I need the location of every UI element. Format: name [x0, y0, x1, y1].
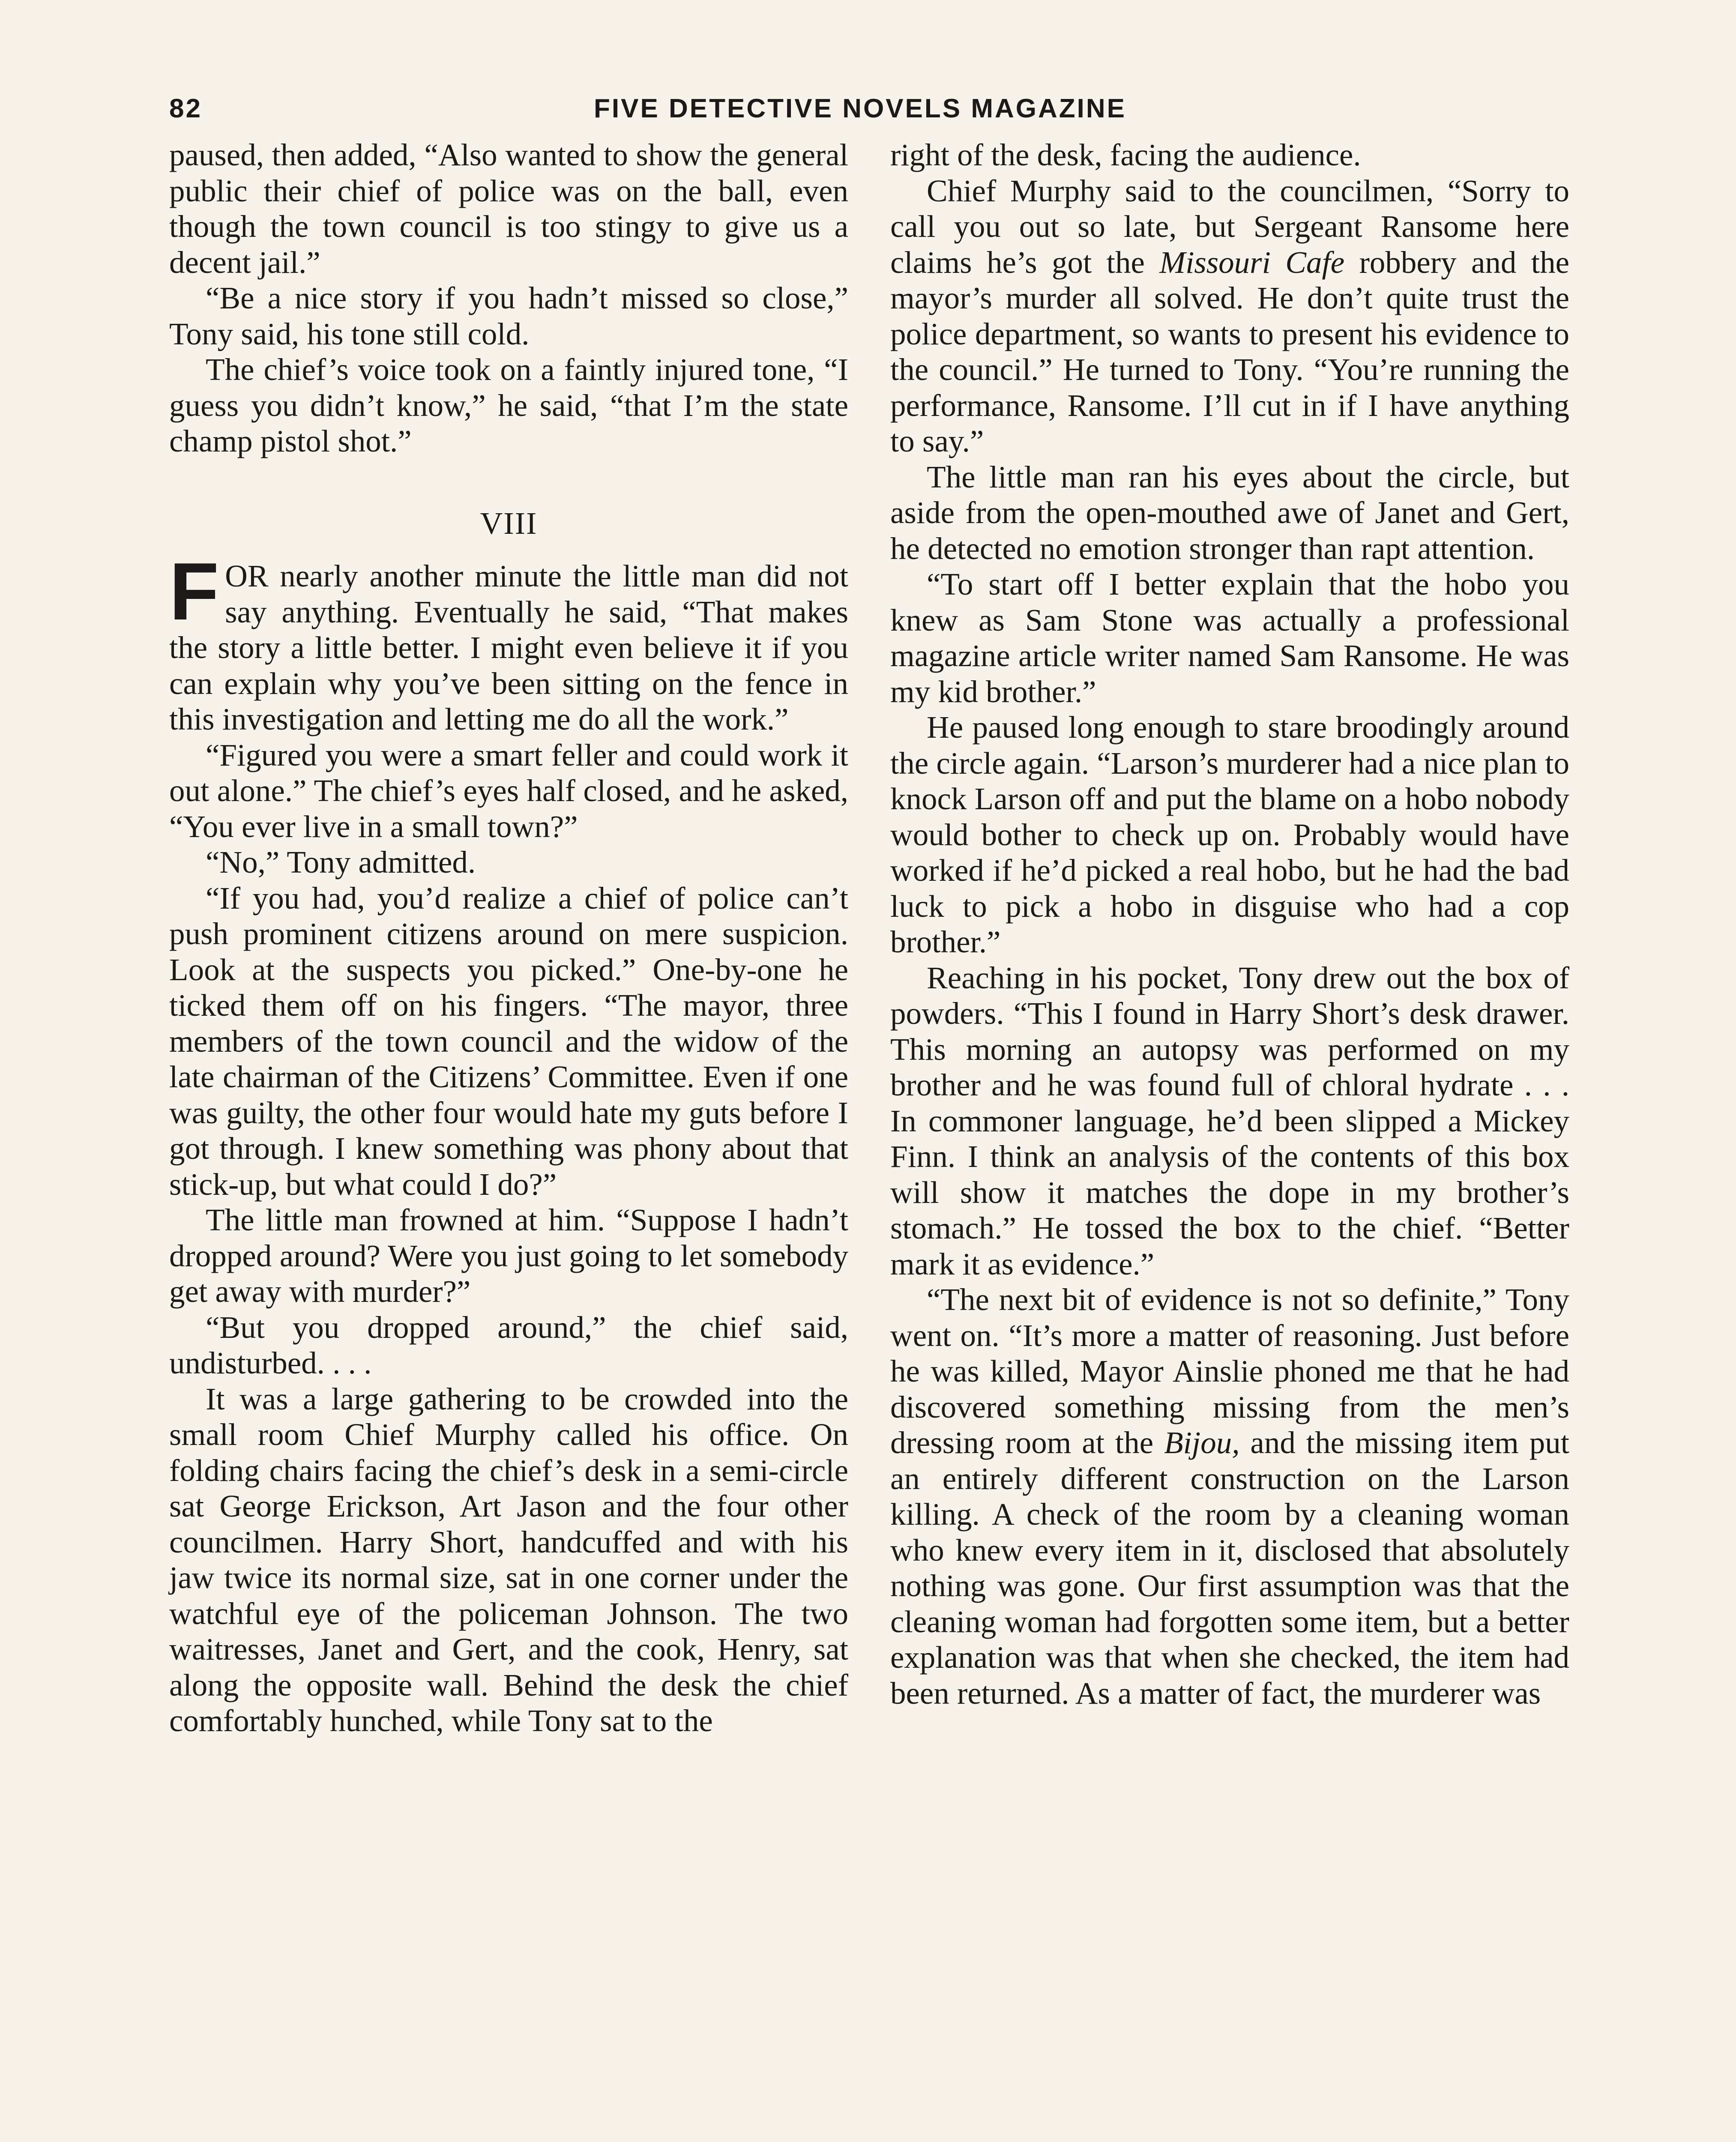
left-column	[169, 137, 848, 1739]
paragraph: He paused long enough to stare broodingly around the circle again. “Larson’s murderer had a nice plan to knock Larson off and put the blame on a hobo nobody would bother to check up on. Probably would have worked if he’d picked a real hobo, but he had the bad luck to pick a hobo in disguise who had a cop brother.”	[890, 710, 1570, 959]
paragraph: right of the desk, facing the audience.	[890, 138, 1361, 172]
right-column	[890, 137, 1569, 1711]
italic-text: Missouri Cafe	[1159, 245, 1345, 280]
paragraph: Reaching in his pocket, Tony drew out the box of powders. “This I found in Harry Short’s desk drawer. This morning an autopsy was performed on my brother and he was found full of chloral hydrate . . . In commoner language, he’d been slipped a Mickey Finn. I think an analysis of the contents of this box will show it matches the dope in my brother’s stomach.” He tossed the box to the chief. “Better mark it as evidence.”	[890, 960, 1569, 1281]
paragraph-text: robbery and the mayor’s murder all solved. He don’t quite trust the police department, so wants to present his evidence to the council.” He turned to Tony. “You’re running the performance, Ransome. I’ll cut in if I have anything to say.”	[890, 245, 1569, 458]
paragraph: “If you had, you’d realize a chief of police can’t push prominent citizens around on mere suspicion. Look at the suspects you picked.” One-by-one he ticked them off on his fingers. “The mayor, three members of the town council and the widow of the late chairman of the Citizens’ Committee. Even if one was guilty, the other four would hate my guts before I got through. I knew something was phony about that stick-up, but what could I do?”	[169, 880, 848, 1202]
paragraph-text: and the missing item put an entirely different construction on the Larson killing. A check of the room by a cleaning woman who knew every item in it, disclosed that absolutely nothing was gone. Our first assumption was that the cleaning woman had forgotten some item, but a better explanation was that when she checked, the item had been returned. As a matter of fact, the murderer was	[890, 1425, 1569, 1711]
paragraph: “Be a nice story if you hadn’t missed so close,” Tony said, his tone still cold.	[169, 281, 848, 351]
chapter-heading: VIII	[480, 506, 538, 541]
page-number: 82	[169, 94, 202, 123]
paragraph: The little man frowned at him. “Suppose I hadn’t dropped around? Were you just going to let somebody get away with murder?”	[169, 1203, 848, 1309]
paragraph: The chief’s voice took on a faintly injured tone, “I guess you didn’t know,” he said, “that I’m the state champ pistol shot.”	[169, 352, 848, 458]
italic-text: Bijou,	[1164, 1425, 1240, 1460]
paragraph: It was a large gathering to be crowded into the small room Chief Murphy called his office. On folding chairs facing the chief’s desk in a semi-circle sat George Erickson, Art Jason and the four other councilmen. Harry Short, handcuffed and with his jaw twice its normal size, sat in one corner under the watchful eye of the policeman Johnson. The two waitresses, Janet and Gert, and the cook, Henry, sat along the opposite wall. Behind the desk the chief comfortably hunched, while Tony sat to the	[169, 1381, 848, 1738]
paragraph	[890, 1282, 1569, 1711]
paragraph-text: OR nearly another minute the little man did not say anything. Eventually he said, “That makes the story a little better. I might even believe it if you can explain why you’ve been sitting on the fence in this investigation and letting me do all the work.”	[169, 559, 848, 736]
running-header	[169, 89, 1551, 128]
paragraph: paused, then added, “Also wanted to show the general public their chief of police was on the ball, even though the town council is too stingy to give us a decent jail.”	[169, 138, 848, 280]
paragraph: “But you dropped around,” the chief said, undisturbed. . . .	[169, 1310, 848, 1380]
paragraph-text: Chief Murphy said to the councilmen, “Sorry to call you out so late, but Sergeant Ransome here claims he’s got the	[890, 173, 1569, 280]
paragraph-with-drop-cap	[169, 546, 848, 737]
paragraph	[890, 173, 1569, 459]
paragraph-text: “The next bit of evidence is not so definite,” Tony went on. “It’s more a matter of reasoning. Just before he was killed, Mayor Ainslie phoned me that he had discovered something missing from the men’s dressing room at the	[890, 1282, 1569, 1460]
magazine-title: FIVE DETECTIVE NOVELS MAGAZINE	[594, 94, 1126, 123]
paragraph: “Figured you were a smart feller and could work it out alone.” The chief’s eyes half closed, and he asked, “You ever live in a small town?”	[169, 737, 848, 844]
paragraph: “To start off I better explain that the hobo you knew as Sam Stone was actually a professional magazine article writer named Sam Ransome. He was my kid brother.”	[890, 567, 1569, 709]
drop-cap: F	[169, 546, 219, 637]
paragraph: “No,” Tony admitted.	[206, 845, 476, 880]
paragraph: The little man ran his eyes about the circle, but aside from the open-mouthed awe of Janet and Gert, he detected no emotion stronger than rapt attention.	[890, 459, 1569, 566]
